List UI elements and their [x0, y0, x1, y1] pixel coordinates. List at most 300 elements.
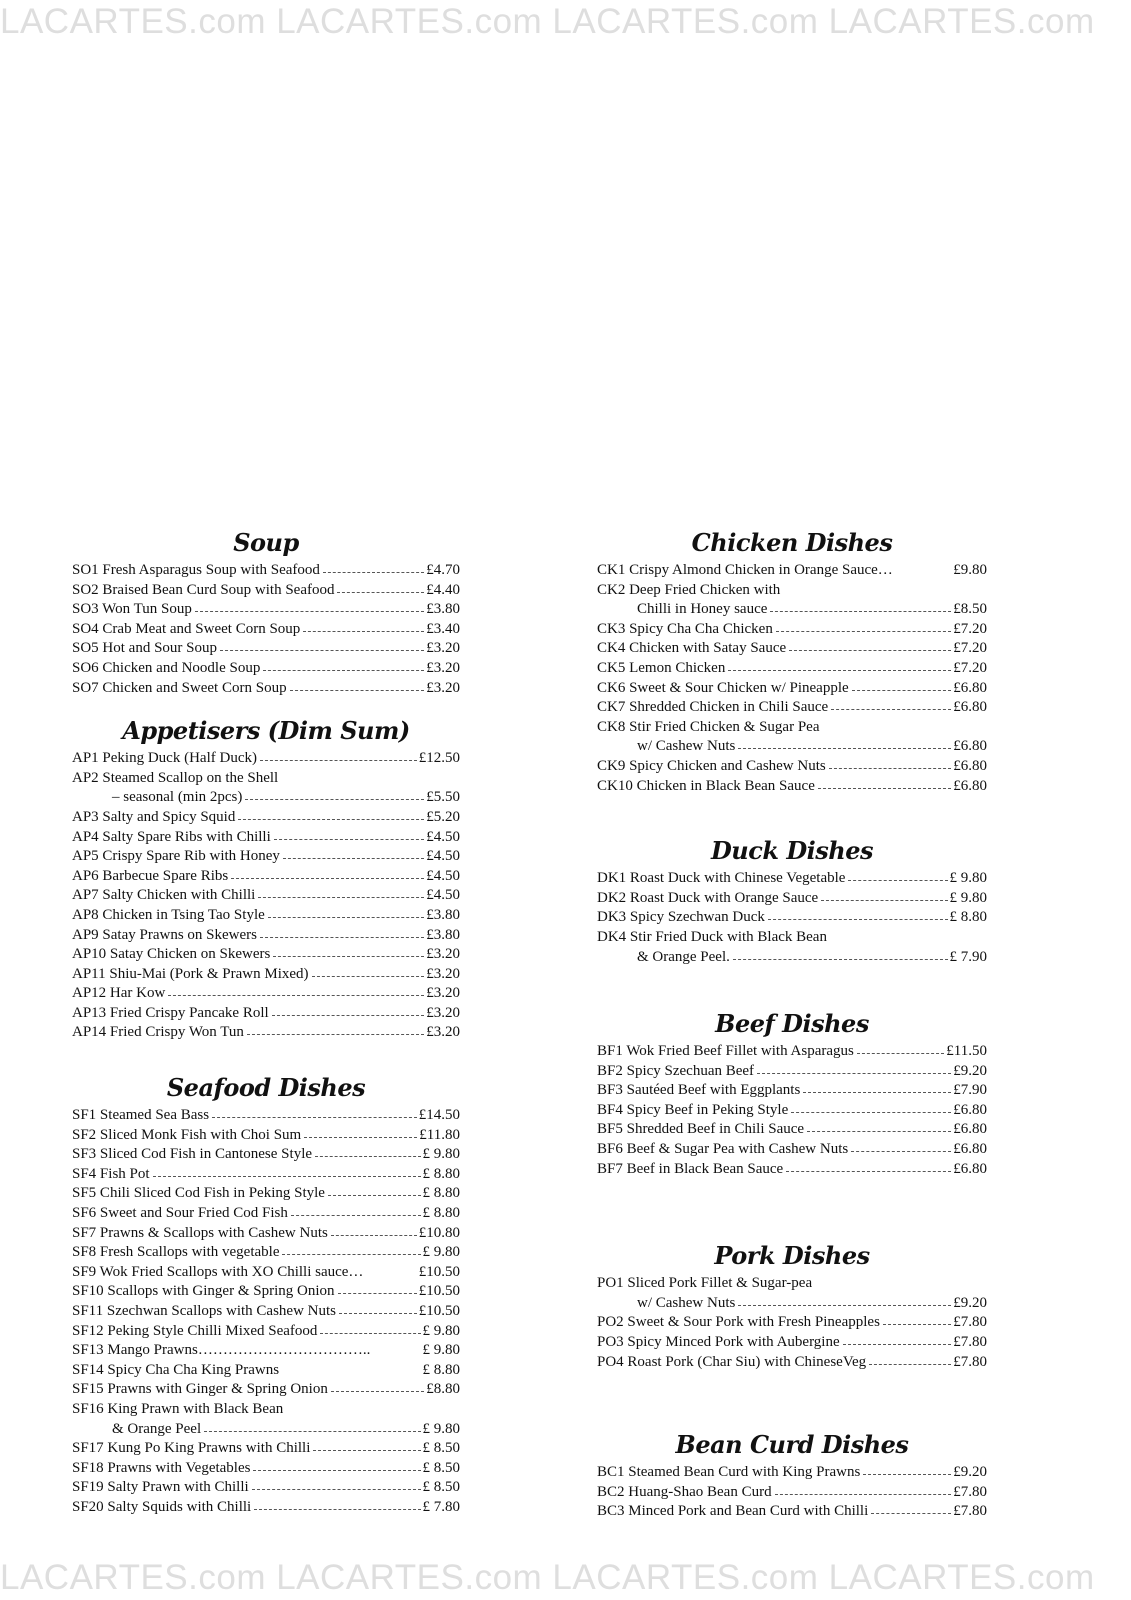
section-title: Soup	[233, 528, 299, 557]
menu-item	[72, 1361, 460, 1381]
menu-item-name: SF2 Sliced Monk Fish with Choi Sum	[72, 1126, 302, 1143]
menu-item	[72, 1263, 460, 1283]
menu-item-price: £9.20	[953, 1464, 987, 1481]
menu-item-name: CK6 Sweet & Sour Chicken w/ Pineapple	[597, 679, 849, 696]
dot-leader	[331, 1235, 417, 1236]
menu-item-price: £ 9.80	[422, 1322, 460, 1339]
dot-leader	[254, 1509, 420, 1510]
menu-item-name: SF18 Prawns with Vegetables	[72, 1459, 251, 1476]
menu-item-name: CK3 Spicy Cha Cha Chicken	[597, 620, 773, 637]
menu-section-seafood-dishes	[72, 1073, 460, 1517]
dot-leader	[770, 611, 951, 612]
menu-item-price: £7.20	[953, 620, 987, 637]
menu-item-price: £3.20	[426, 985, 460, 1002]
menu-item	[597, 737, 987, 757]
menu-item	[72, 1004, 460, 1024]
menu-item-name: BF4 Spicy Beef in Peking Style	[597, 1101, 789, 1118]
dot-leader	[786, 1171, 951, 1172]
menu-item-name: AP13 Fried Crispy Pancake Roll	[72, 1004, 269, 1021]
menu-item-price: £3.80	[426, 906, 460, 923]
menu-item-name: SF8 Fresh Scallops with vegetable	[72, 1244, 280, 1261]
menu-item	[72, 926, 460, 946]
menu-item-price: £3.20	[426, 679, 460, 696]
dot-leader	[312, 976, 425, 977]
menu-item	[597, 948, 987, 968]
menu-item-price: £6.80	[953, 699, 987, 716]
menu-item-price: £4.50	[426, 867, 460, 884]
menu-item-name: CK7 Shredded Chicken in Chili Sauce	[597, 699, 829, 716]
menu-item	[597, 1483, 987, 1503]
dot-leader	[857, 1053, 944, 1054]
dot-leader	[313, 1450, 420, 1451]
dot-leader	[263, 670, 424, 671]
menu-item-price: £4.40	[426, 581, 460, 598]
menu-item-price: £7.20	[953, 659, 987, 676]
menu-item	[72, 581, 460, 601]
dot-leader	[315, 1156, 420, 1157]
dot-leader	[776, 631, 951, 632]
menu-item-name: SF16 King Prawn with Black Bean	[72, 1400, 284, 1417]
menu-item-name: SO6 Chicken and Noodle Soup	[72, 659, 261, 676]
menu-item-price: £ 8.50	[422, 1459, 460, 1476]
menu-item-price: £8.50	[953, 601, 987, 618]
dot-leader	[268, 917, 424, 918]
menu-item-price: £7.90	[953, 1082, 987, 1099]
dot-leader	[821, 900, 947, 901]
menu-item-name: CK1 Crispy Almond Chicken in Orange Sauce…	[597, 562, 893, 578]
menu-item	[72, 1224, 460, 1244]
menu-item-name: AP11 Shiu-Mai (Pork & Prawn Mixed)	[72, 965, 309, 982]
menu-item	[72, 1184, 460, 1204]
menu-item	[72, 1302, 460, 1322]
menu-right-column	[597, 528, 987, 1522]
dot-leader	[212, 1117, 417, 1118]
menu-item-name: CK10 Chicken in Black Bean Sauce	[597, 777, 815, 794]
dot-leader	[871, 1513, 951, 1514]
menu-item-price: £10.50	[418, 1303, 460, 1319]
menu-item	[72, 1498, 460, 1518]
menu-item-price: £3.20	[426, 1004, 460, 1021]
menu-item-price: £4.50	[426, 828, 460, 845]
menu-item-name: SF20 Salty Squids with Chilli	[72, 1498, 252, 1515]
menu-item-price: £ 8.80	[422, 1185, 460, 1202]
dot-leader	[775, 1494, 952, 1495]
menu-item-name: SO2 Braised Bean Curd Soup with Seafood	[72, 581, 335, 598]
menu-item-price: £6.80	[953, 738, 987, 755]
dot-leader	[328, 1195, 421, 1196]
dot-leader	[304, 1137, 417, 1138]
menu-item-name: SF12 Peking Style Chilli Mixed Seafood	[72, 1322, 318, 1339]
menu-item-name: SO7 Chicken and Sweet Corn Soup	[72, 679, 287, 696]
menu-item-price: £11.50	[946, 1043, 987, 1060]
menu-item-price: £9.20	[953, 1062, 987, 1079]
menu-item-price: £3.20	[426, 946, 460, 963]
dot-leader	[339, 1313, 417, 1314]
dot-leader	[282, 1254, 420, 1255]
menu-item	[597, 561, 987, 581]
menu-section-appetisers-dim-sum	[72, 716, 460, 1043]
section-title: Pork Dishes	[714, 1241, 870, 1271]
menu-item-name: w/ Cashew Nuts	[637, 738, 736, 755]
menu-item-name: w/ Cashew Nuts	[637, 1294, 736, 1311]
menu-item-price: £4.50	[426, 848, 460, 865]
dot-leader	[852, 690, 952, 691]
menu-item	[72, 1023, 460, 1043]
menu-item-name: BF3 Sautéed Beef with Eggplants	[597, 1082, 801, 1099]
menu-item	[72, 620, 460, 640]
dot-leader	[883, 1324, 951, 1325]
menu-item	[72, 906, 460, 926]
menu-item-name: PO1 Sliced Pork Fillet & Sugar-pea	[597, 1275, 813, 1292]
menu-item-name: AP1 Peking Duck (Half Duck)	[72, 750, 257, 767]
menu-item-name: & Orange Peel	[112, 1420, 202, 1437]
menu-item	[597, 1502, 987, 1522]
menu-item	[597, 1101, 987, 1121]
dot-leader	[195, 611, 424, 612]
menu-item-price: £ 7.80	[422, 1498, 460, 1515]
menu-item	[72, 808, 460, 828]
menu-item-name: & Orange Peel.	[637, 948, 730, 965]
menu-item	[72, 659, 460, 679]
menu-item-price: £ 8.80	[949, 909, 987, 926]
menu-item	[597, 1294, 987, 1314]
menu-item-name: CK5 Lemon Chicken	[597, 659, 726, 676]
menu-item	[72, 1243, 460, 1263]
menu-item	[597, 928, 987, 948]
dot-leader	[851, 1151, 951, 1152]
menu-item-name: DK4 Stir Fried Duck with Black Bean	[597, 928, 827, 945]
dot-leader	[283, 858, 424, 859]
menu-item	[72, 1400, 460, 1420]
menu-item-price: £3.20	[426, 659, 460, 676]
dot-leader	[738, 748, 951, 749]
menu-item-name: AP6 Barbecue Spare Ribs	[72, 867, 229, 884]
section-title: Duck Dishes	[710, 836, 874, 866]
menu-item-price: £9.20	[953, 1294, 987, 1311]
menu-item-price: £6.80	[953, 679, 987, 696]
menu-item-name: AP5 Crispy Spare Rib with Honey	[72, 848, 280, 865]
menu-item-name: BF2 Spicy Szechuan Beef	[597, 1062, 755, 1079]
menu-item	[72, 1478, 460, 1498]
section-spacer	[597, 1372, 987, 1430]
menu-item-name: PO3 Spicy Minced Pork with Aubergine	[597, 1334, 840, 1351]
menu-item	[72, 1145, 460, 1165]
menu-item-price: £3.80	[426, 926, 460, 943]
dot-leader	[337, 592, 424, 593]
menu-item	[597, 600, 987, 620]
menu-item	[597, 718, 987, 738]
menu-item-name: SO4 Crab Meat and Sweet Corn Soup	[72, 620, 301, 637]
menu-item	[597, 869, 987, 889]
dot-leader	[320, 1333, 420, 1334]
menu-item-name: SF11 Szechwan Scallops with Cashew Nuts	[72, 1303, 337, 1319]
section-title: Seafood Dishes	[166, 1073, 366, 1103]
menu-item	[72, 749, 460, 769]
menu-item-price: £4.70	[426, 562, 460, 578]
watermark-bottom: LACARTES.com LACARTES.com LACARTES.com LACARTES.com	[0, 1558, 1095, 1597]
menu-item	[72, 769, 460, 789]
menu-item-name: – seasonal (min 2pcs)	[112, 789, 243, 806]
menu-item	[72, 1106, 460, 1126]
dot-leader	[843, 1344, 952, 1345]
menu-item	[597, 1140, 987, 1160]
menu-item	[597, 1081, 987, 1101]
menu-item-price: £ 9.80	[422, 1420, 460, 1437]
dot-leader	[768, 919, 948, 920]
menu-item	[72, 867, 460, 887]
menu-item-price: £4.50	[426, 887, 460, 904]
menu-item	[597, 581, 987, 601]
dot-leader	[728, 670, 951, 671]
menu-item-name: SO1 Fresh Asparagus Soup with Seafood	[72, 562, 320, 578]
menu-item-name: CK4 Chicken with Satay Sauce	[597, 640, 787, 657]
menu-section-chicken-dishes	[597, 528, 987, 796]
dot-leader	[831, 709, 951, 710]
dot-leader	[733, 959, 948, 960]
menu-item-name: SF7 Prawns & Scallops with Cashew Nuts	[72, 1224, 328, 1241]
menu-item-price: £5.50	[426, 789, 460, 806]
menu-item-price: £3.80	[426, 601, 460, 618]
menu-item-price: £3.20	[426, 965, 460, 982]
dot-leader	[848, 880, 947, 881]
section-spacer	[72, 1043, 460, 1073]
dot-leader	[291, 1215, 421, 1216]
menu-item-name: BC1 Steamed Bean Curd with King Prawns	[597, 1464, 861, 1481]
menu-item-name: CK9 Spicy Chicken and Cashew Nuts	[597, 757, 826, 774]
dot-leader	[869, 1364, 951, 1365]
menu-item	[597, 1333, 987, 1353]
menu-item	[72, 600, 460, 620]
menu-item-name: SF13 Mango Prawns……………………………..	[72, 1342, 371, 1359]
menu-item-price: £7.80	[953, 1334, 987, 1351]
menu-item-price: £8.80	[426, 1381, 460, 1398]
menu-section-soup	[72, 528, 460, 698]
menu-item-price: £6.80	[953, 777, 987, 794]
dot-leader	[231, 878, 424, 879]
menu-item-name: BF7 Beef in Black Bean Sauce	[597, 1160, 784, 1177]
menu-item	[72, 1341, 460, 1361]
menu-item	[72, 679, 460, 699]
menu-item-price: £14.50	[418, 1107, 460, 1124]
menu-item-price: £10.80	[418, 1224, 460, 1241]
menu-item-name: SF10 Scallops with Ginger & Spring Onion	[72, 1283, 335, 1300]
dot-leader	[220, 650, 424, 651]
menu-item-name: AP14 Fried Crispy Won Tun	[72, 1024, 244, 1041]
menu-item-name: BC3 Minced Pork and Bean Curd with Chilli	[597, 1503, 869, 1520]
menu-item-price: £ 9.80	[949, 889, 987, 906]
menu-item	[72, 1420, 460, 1440]
dot-leader	[323, 572, 424, 573]
menu-item-name: PO4 Roast Pork (Char Siu) with ChineseVeg	[597, 1353, 867, 1370]
menu-item-price: £ 9.80	[949, 870, 987, 887]
dot-leader	[757, 1073, 951, 1074]
menu-item-price: £6.80	[953, 1160, 987, 1177]
menu-item-price: £10.50	[418, 1283, 460, 1300]
menu-item-price: £7.80	[953, 1503, 987, 1520]
dot-leader	[168, 995, 424, 996]
dot-leader	[290, 690, 425, 691]
dot-leader	[803, 1092, 951, 1093]
menu-item-price: £7.80	[953, 1314, 987, 1331]
menu-item	[597, 1313, 987, 1333]
menu-item-price: £6.80	[953, 1141, 987, 1158]
menu-item-price: £11.80	[419, 1126, 460, 1143]
section-title: Appetisers (Dim Sum)	[122, 716, 410, 746]
menu-item-name: BC2 Huang-Shao Bean Curd	[597, 1483, 772, 1500]
menu-item-name: AP10 Satay Chicken on Skewers	[72, 946, 271, 963]
menu-item-name: CK8 Stir Fried Chicken & Sugar Pea	[597, 718, 820, 735]
menu-item-price: £10.50	[418, 1263, 460, 1280]
menu-item	[72, 984, 460, 1004]
menu-item-price: £ 8.50	[422, 1440, 460, 1457]
watermark-top: LACARTES.com LACARTES.com LACARTES.com LACARTES.com	[0, 2, 1095, 41]
menu-item-name: DK3 Spicy Szechwan Duck	[597, 909, 765, 926]
dot-leader	[153, 1176, 421, 1177]
menu-item	[597, 1160, 987, 1180]
menu-item-name: AP2 Steamed Scallop on the Shell	[72, 769, 279, 786]
menu-item-name: AP12 Har Kow	[72, 985, 166, 1002]
menu-item-price: £ 9.80	[422, 1244, 460, 1261]
dot-leader	[204, 1431, 420, 1432]
menu-item	[597, 1062, 987, 1082]
menu-section-beef-dishes	[597, 1009, 987, 1179]
menu-item-name: BF5 Shredded Beef in Chili Sauce	[597, 1121, 805, 1138]
dot-leader	[260, 937, 424, 938]
menu-item-price: £3.20	[426, 640, 460, 657]
menu-item-name: SF9 Wok Fried Scallops with XO Chilli sauce…	[72, 1263, 364, 1280]
menu-item-name: DK1 Roast Duck with Chinese Vegetable	[597, 870, 846, 887]
menu-item	[597, 1042, 987, 1062]
menu-item-name: PO2 Sweet & Sour Pork with Fresh Pineapples	[597, 1314, 880, 1331]
menu-item-name: SF17 Kung Po King Prawns with Chilli	[72, 1440, 311, 1457]
menu-item	[72, 1380, 460, 1400]
dot-leader	[791, 1112, 951, 1113]
menu-item-name: SF3 Sliced Cod Fish in Cantonese Style	[72, 1146, 313, 1163]
menu-item	[72, 1439, 460, 1459]
section-title: Bean Curd Dishes	[675, 1430, 909, 1460]
menu-item-name: AP3 Salty and Spicy Squid	[72, 808, 236, 825]
menu-item-price: £ 9.80	[422, 1146, 460, 1163]
menu-item-name: SF4 Fish Pot	[72, 1165, 150, 1182]
menu-item-price: £ 8.50	[422, 1479, 460, 1496]
menu-item-name: Chilli in Honey sauce	[637, 601, 768, 618]
menu-item	[597, 659, 987, 679]
menu-item-price: £7.80	[953, 1353, 987, 1370]
menu-item-name: BF1 Wok Fried Beef Fillet with Asparagus	[597, 1043, 854, 1060]
menu-section-duck-dishes	[597, 836, 987, 967]
menu-item-name: SF15 Prawns with Ginger & Spring Onion	[72, 1381, 328, 1398]
dot-leader	[331, 1391, 424, 1392]
menu-item	[597, 639, 987, 659]
menu-item-name: SO3 Won Tun Soup	[72, 601, 192, 618]
section-spacer	[597, 1179, 987, 1241]
menu-item-price: £ 8.80	[422, 1205, 460, 1222]
menu-item-price: £5.20	[426, 808, 460, 825]
menu-item	[72, 965, 460, 985]
menu-section-pork-dishes	[597, 1241, 987, 1372]
menu-item	[72, 945, 460, 965]
menu-item-price: £7.20	[953, 640, 987, 657]
dot-leader	[738, 1305, 951, 1306]
menu-item	[597, 698, 987, 718]
menu-item	[597, 757, 987, 777]
menu-item	[72, 828, 460, 848]
menu-item-name: AP7 Salty Chicken with Chilli	[72, 887, 256, 904]
menu-item	[72, 639, 460, 659]
section-title: Beef Dishes	[715, 1009, 869, 1039]
section-spacer	[597, 796, 987, 836]
menu-item-price: £7.80	[953, 1483, 987, 1500]
menu-item-name: CK2 Deep Fried Chicken with	[597, 581, 781, 598]
menu-item	[597, 777, 987, 797]
menu-left-column	[72, 528, 460, 1518]
menu-item	[72, 1165, 460, 1185]
menu-item-name: SF19 Salty Prawn with Chilli	[72, 1479, 249, 1496]
menu-item	[597, 1353, 987, 1373]
dot-leader	[245, 799, 424, 800]
menu-item-price: £ 9.80	[422, 1342, 460, 1359]
section-title: Chicken Dishes	[691, 528, 893, 557]
dot-leader	[274, 839, 424, 840]
menu-section-bean-curd-dishes	[597, 1430, 987, 1522]
menu-item-price: £6.80	[953, 1121, 987, 1138]
menu-item	[597, 908, 987, 928]
dot-leader	[789, 650, 951, 651]
menu-item	[597, 1274, 987, 1294]
menu-item-name: BF6 Beef & Sugar Pea with Cashew Nuts	[597, 1141, 849, 1158]
dot-leader	[807, 1131, 951, 1132]
menu-item-price: £3.20	[426, 1024, 460, 1041]
section-spacer	[72, 698, 460, 716]
menu-item	[72, 788, 460, 808]
dot-leader	[260, 760, 417, 761]
menu-item-price: £9.80	[953, 562, 987, 578]
menu-item	[597, 1463, 987, 1483]
dot-leader	[258, 897, 424, 898]
menu-item	[72, 1322, 460, 1342]
menu-item-name: SF14 Spicy Cha Cha King Prawns	[72, 1361, 280, 1378]
dot-leader	[253, 1470, 420, 1471]
dot-leader	[252, 1489, 421, 1490]
dot-leader	[303, 631, 424, 632]
menu-item	[597, 679, 987, 699]
menu-item-price: £6.80	[953, 757, 987, 774]
menu-item-price: £12.50	[418, 750, 460, 767]
menu-item-price: £ 8.80	[422, 1165, 460, 1182]
dot-leader	[238, 819, 424, 820]
menu-item	[597, 889, 987, 909]
dot-leader	[863, 1474, 951, 1475]
menu-item-price: £ 8.80	[422, 1361, 460, 1378]
menu-item	[72, 1282, 460, 1302]
menu-item	[72, 561, 460, 581]
menu-item-price: £3.40	[426, 620, 460, 637]
menu-item	[72, 1459, 460, 1479]
menu-item-name: SO5 Hot and Sour Soup	[72, 640, 218, 657]
menu-item	[72, 1204, 460, 1224]
menu-item-name: AP9 Satay Prawns on Skewers	[72, 926, 257, 943]
menu-item	[72, 886, 460, 906]
menu-item-price: £6.80	[953, 1101, 987, 1118]
dot-leader	[829, 768, 952, 769]
menu-item-name: AP8 Chicken in Tsing Tao Style	[72, 906, 265, 923]
section-spacer	[597, 967, 987, 1009]
dot-leader	[338, 1293, 417, 1294]
menu-item-name: SF6 Sweet and Sour Fried Cod Fish	[72, 1205, 288, 1222]
dot-leader	[247, 1034, 424, 1035]
menu-item-price: £ 7.90	[949, 948, 987, 965]
menu-item	[72, 847, 460, 867]
